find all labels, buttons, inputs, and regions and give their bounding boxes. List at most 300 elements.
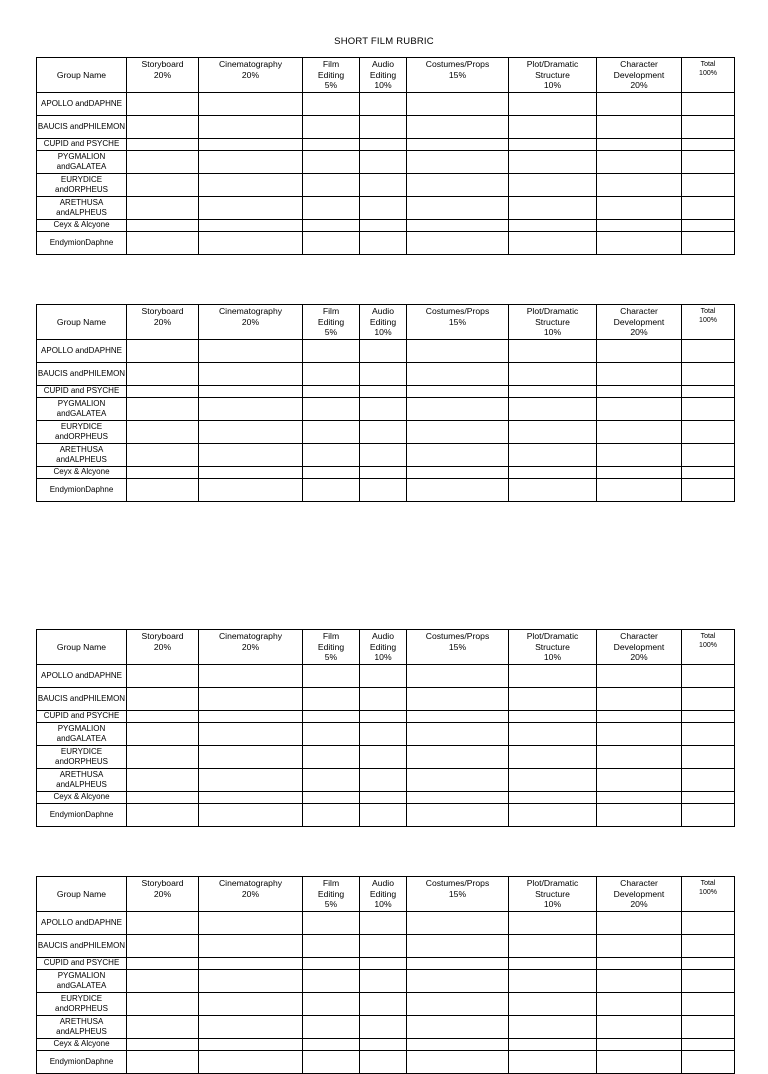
score-cell[interactable] xyxy=(127,723,199,746)
score-cell[interactable] xyxy=(682,665,735,688)
score-cell[interactable] xyxy=(509,151,597,174)
score-cell[interactable] xyxy=(127,970,199,993)
score-cell[interactable] xyxy=(509,197,597,220)
score-cell[interactable] xyxy=(509,232,597,255)
cell-text-line: Storyboard xyxy=(141,59,184,69)
score-cell[interactable] xyxy=(597,711,682,723)
score-cell[interactable] xyxy=(509,935,597,958)
score-cell[interactable] xyxy=(509,958,597,970)
score-cell[interactable] xyxy=(360,665,407,688)
score-cell[interactable] xyxy=(509,93,597,116)
score-cell[interactable] xyxy=(360,688,407,711)
cell-text-line: 20% xyxy=(630,80,648,91)
score-cell[interactable] xyxy=(682,935,735,958)
score-cell[interactable] xyxy=(199,197,303,220)
table-row xyxy=(37,151,735,174)
score-cell[interactable] xyxy=(127,804,199,827)
score-cell[interactable] xyxy=(127,363,199,386)
score-cell[interactable] xyxy=(199,398,303,421)
score-cell[interactable] xyxy=(303,935,360,958)
score-cell[interactable] xyxy=(127,174,199,197)
score-cell[interactable] xyxy=(199,220,303,232)
score-cell[interactable] xyxy=(360,340,407,363)
score-cell[interactable] xyxy=(303,386,360,398)
score-cell[interactable] xyxy=(682,197,735,220)
score-cell[interactable] xyxy=(127,711,199,723)
score-cell[interactable] xyxy=(360,386,407,398)
score-cell[interactable] xyxy=(597,340,682,363)
score-cell[interactable] xyxy=(199,444,303,467)
score-cell[interactable] xyxy=(127,993,199,1016)
score-cell[interactable] xyxy=(407,723,509,746)
score-cell[interactable] xyxy=(509,220,597,232)
score-cell[interactable] xyxy=(509,970,597,993)
score-cell[interactable] xyxy=(597,792,682,804)
score-cell[interactable] xyxy=(303,479,360,502)
score-cell[interactable] xyxy=(303,220,360,232)
score-cell[interactable] xyxy=(199,935,303,958)
score-cell[interactable] xyxy=(682,1016,735,1039)
score-cell[interactable] xyxy=(360,398,407,421)
score-cell[interactable] xyxy=(127,197,199,220)
score-cell[interactable] xyxy=(407,139,509,151)
score-cell[interactable] xyxy=(199,769,303,792)
score-cell[interactable] xyxy=(509,723,597,746)
score-cell[interactable] xyxy=(407,958,509,970)
score-cell[interactable] xyxy=(682,444,735,467)
cell-text-line: ALPHEUS xyxy=(69,1027,107,1036)
group-name-header: Group Name xyxy=(37,630,127,665)
score-cell[interactable] xyxy=(127,93,199,116)
score-cell[interactable] xyxy=(199,746,303,769)
score-cell[interactable] xyxy=(407,363,509,386)
score-cell[interactable] xyxy=(127,340,199,363)
score-cell[interactable] xyxy=(360,444,407,467)
score-cell[interactable] xyxy=(597,1051,682,1074)
score-cell[interactable] xyxy=(360,139,407,151)
score-cell[interactable] xyxy=(597,665,682,688)
score-cell[interactable] xyxy=(407,935,509,958)
score-cell[interactable] xyxy=(199,723,303,746)
cell-text-line: Character xyxy=(620,59,658,69)
score-cell[interactable] xyxy=(127,769,199,792)
score-cell[interactable] xyxy=(199,804,303,827)
score-cell[interactable] xyxy=(407,116,509,139)
score-cell[interactable] xyxy=(407,746,509,769)
score-cell[interactable] xyxy=(360,970,407,993)
score-cell[interactable] xyxy=(509,421,597,444)
score-cell[interactable] xyxy=(127,151,199,174)
score-cell[interactable] xyxy=(303,792,360,804)
score-cell[interactable] xyxy=(682,386,735,398)
score-cell[interactable] xyxy=(682,398,735,421)
score-cell[interactable] xyxy=(407,769,509,792)
score-cell[interactable] xyxy=(127,1051,199,1074)
score-cell[interactable] xyxy=(199,93,303,116)
score-cell[interactable] xyxy=(199,970,303,993)
score-cell[interactable] xyxy=(360,1039,407,1051)
score-cell[interactable] xyxy=(407,688,509,711)
criterion-header xyxy=(303,877,360,912)
score-cell[interactable] xyxy=(407,1051,509,1074)
score-cell[interactable] xyxy=(199,711,303,723)
score-cell[interactable] xyxy=(682,746,735,769)
cell-text-line: Editing xyxy=(369,316,397,327)
score-cell[interactable] xyxy=(682,804,735,827)
score-cell[interactable] xyxy=(127,421,199,444)
score-cell[interactable] xyxy=(597,444,682,467)
score-cell[interactable] xyxy=(303,197,360,220)
score-cell[interactable] xyxy=(407,340,509,363)
score-cell[interactable] xyxy=(127,398,199,421)
score-cell[interactable] xyxy=(597,970,682,993)
score-cell[interactable] xyxy=(682,1039,735,1051)
score-cell[interactable] xyxy=(199,1051,303,1074)
score-cell[interactable] xyxy=(509,398,597,421)
cell-text-line: Film xyxy=(322,631,340,641)
score-cell[interactable] xyxy=(199,912,303,935)
score-cell[interactable] xyxy=(127,444,199,467)
score-cell[interactable] xyxy=(303,398,360,421)
score-cell[interactable] xyxy=(360,174,407,197)
score-cell[interactable] xyxy=(597,912,682,935)
score-cell[interactable] xyxy=(509,174,597,197)
score-cell[interactable] xyxy=(199,479,303,502)
score-cell[interactable] xyxy=(597,688,682,711)
criterion-header xyxy=(127,877,199,912)
score-cell[interactable] xyxy=(509,688,597,711)
score-cell[interactable] xyxy=(509,804,597,827)
score-cell[interactable] xyxy=(597,174,682,197)
score-cell[interactable] xyxy=(597,769,682,792)
score-cell[interactable] xyxy=(127,912,199,935)
score-cell[interactable] xyxy=(407,467,509,479)
score-cell[interactable] xyxy=(682,151,735,174)
score-cell[interactable] xyxy=(127,467,199,479)
score-cell[interactable] xyxy=(127,139,199,151)
score-cell[interactable] xyxy=(360,912,407,935)
cell-text-line: 20% xyxy=(153,888,172,899)
cell-text-line: GALATEA xyxy=(70,409,107,418)
score-cell[interactable] xyxy=(199,958,303,970)
score-cell[interactable] xyxy=(509,467,597,479)
score-cell[interactable] xyxy=(597,1039,682,1051)
score-cell[interactable] xyxy=(407,93,509,116)
score-cell[interactable] xyxy=(509,479,597,502)
cell-text-line: APOLLO and xyxy=(41,670,89,680)
score-cell[interactable] xyxy=(127,116,199,139)
score-cell[interactable] xyxy=(509,1016,597,1039)
score-cell[interactable] xyxy=(407,970,509,993)
score-cell[interactable] xyxy=(199,363,303,386)
score-cell[interactable] xyxy=(360,723,407,746)
score-cell[interactable] xyxy=(407,398,509,421)
score-cell[interactable] xyxy=(360,746,407,769)
score-cell[interactable] xyxy=(407,665,509,688)
score-cell[interactable] xyxy=(509,711,597,723)
score-cell[interactable] xyxy=(407,197,509,220)
cell-text-line: Ceyx & Alcyone xyxy=(53,220,110,230)
score-cell[interactable] xyxy=(360,421,407,444)
score-cell[interactable] xyxy=(303,340,360,363)
cell-text-line: ORPHEUS xyxy=(68,185,108,194)
header-row xyxy=(37,58,735,93)
score-cell[interactable] xyxy=(127,1039,199,1051)
score-cell[interactable] xyxy=(682,970,735,993)
group-name-cell xyxy=(37,340,127,363)
criterion-header xyxy=(407,305,509,340)
criterion-header xyxy=(199,877,303,912)
score-cell[interactable] xyxy=(360,197,407,220)
score-cell[interactable] xyxy=(360,232,407,255)
score-cell[interactable] xyxy=(597,993,682,1016)
score-cell[interactable] xyxy=(597,232,682,255)
score-cell[interactable] xyxy=(682,912,735,935)
score-cell[interactable] xyxy=(303,723,360,746)
score-cell[interactable] xyxy=(597,421,682,444)
score-cell[interactable] xyxy=(407,479,509,502)
score-cell[interactable] xyxy=(199,688,303,711)
score-cell[interactable] xyxy=(199,174,303,197)
score-cell[interactable] xyxy=(407,220,509,232)
cell-text-line: Development xyxy=(613,69,665,80)
score-cell[interactable] xyxy=(597,804,682,827)
score-cell[interactable] xyxy=(509,444,597,467)
score-cell[interactable] xyxy=(682,93,735,116)
score-cell[interactable] xyxy=(303,444,360,467)
score-cell[interactable] xyxy=(509,912,597,935)
score-cell[interactable] xyxy=(303,232,360,255)
score-cell[interactable] xyxy=(597,151,682,174)
table-row xyxy=(37,479,735,502)
score-cell[interactable] xyxy=(509,993,597,1016)
score-cell[interactable] xyxy=(360,993,407,1016)
score-cell[interactable] xyxy=(682,711,735,723)
criterion-header xyxy=(597,630,682,665)
score-cell[interactable] xyxy=(597,220,682,232)
score-cell[interactable] xyxy=(509,665,597,688)
cell-text-line: 20% xyxy=(630,327,648,338)
score-cell[interactable] xyxy=(509,746,597,769)
cell-text-line: Plot/Dramatic xyxy=(526,631,579,641)
score-cell[interactable] xyxy=(407,232,509,255)
score-cell[interactable] xyxy=(360,1051,407,1074)
score-cell[interactable] xyxy=(682,479,735,502)
score-cell[interactable] xyxy=(360,93,407,116)
score-cell[interactable] xyxy=(682,363,735,386)
score-cell[interactable] xyxy=(199,386,303,398)
score-cell[interactable] xyxy=(303,1016,360,1039)
score-cell[interactable] xyxy=(199,116,303,139)
score-cell[interactable] xyxy=(127,746,199,769)
score-cell[interactable] xyxy=(597,1016,682,1039)
cell-text-line: Audio xyxy=(372,878,394,888)
score-cell[interactable] xyxy=(199,139,303,151)
score-cell[interactable] xyxy=(303,711,360,723)
score-cell[interactable] xyxy=(360,935,407,958)
score-cell[interactable] xyxy=(360,804,407,827)
score-cell[interactable] xyxy=(682,688,735,711)
score-cell[interactable] xyxy=(597,116,682,139)
score-cell[interactable] xyxy=(199,993,303,1016)
score-cell[interactable] xyxy=(682,340,735,363)
score-cell[interactable] xyxy=(597,398,682,421)
score-cell[interactable] xyxy=(509,340,597,363)
cell-text-line: Editing xyxy=(369,641,397,652)
score-cell[interactable] xyxy=(303,139,360,151)
score-cell[interactable] xyxy=(127,1016,199,1039)
score-cell[interactable] xyxy=(127,220,199,232)
group-name-cell xyxy=(37,139,127,151)
score-cell[interactable] xyxy=(682,769,735,792)
score-cell[interactable] xyxy=(407,912,509,935)
cell-text-line: APOLLO and xyxy=(41,917,89,927)
score-cell[interactable] xyxy=(407,386,509,398)
score-cell[interactable] xyxy=(597,479,682,502)
score-cell[interactable] xyxy=(127,792,199,804)
cell-text-line: Cinematography xyxy=(218,306,283,316)
table-row xyxy=(37,1051,735,1074)
score-cell[interactable] xyxy=(360,792,407,804)
score-cell[interactable] xyxy=(127,665,199,688)
score-cell[interactable] xyxy=(407,711,509,723)
score-cell[interactable] xyxy=(407,444,509,467)
score-cell[interactable] xyxy=(199,792,303,804)
score-cell[interactable] xyxy=(303,769,360,792)
score-cell[interactable] xyxy=(303,421,360,444)
score-cell[interactable] xyxy=(509,792,597,804)
group-name-cell xyxy=(37,792,127,804)
cell-text-line: DAPHNE xyxy=(88,670,122,680)
cell-text-line: Costumes/Props xyxy=(425,59,490,69)
score-cell[interactable] xyxy=(360,220,407,232)
score-cell[interactable] xyxy=(407,804,509,827)
score-cell[interactable] xyxy=(682,116,735,139)
score-cell[interactable] xyxy=(360,363,407,386)
score-cell[interactable] xyxy=(303,804,360,827)
score-cell[interactable] xyxy=(127,232,199,255)
cell-text-line: Daphne xyxy=(85,809,114,819)
score-cell[interactable] xyxy=(509,1039,597,1051)
score-cell[interactable] xyxy=(682,1051,735,1074)
score-cell[interactable] xyxy=(303,467,360,479)
score-cell[interactable] xyxy=(199,1039,303,1051)
score-cell[interactable] xyxy=(360,467,407,479)
score-cell[interactable] xyxy=(407,151,509,174)
group-name-cell xyxy=(37,363,127,386)
score-cell[interactable] xyxy=(509,769,597,792)
score-cell[interactable] xyxy=(682,174,735,197)
score-cell[interactable] xyxy=(597,363,682,386)
score-cell[interactable] xyxy=(360,479,407,502)
score-cell[interactable] xyxy=(597,386,682,398)
score-cell[interactable] xyxy=(407,1016,509,1039)
score-cell[interactable] xyxy=(360,151,407,174)
group-name-cell xyxy=(37,444,127,467)
score-cell[interactable] xyxy=(360,1016,407,1039)
score-cell[interactable] xyxy=(199,421,303,444)
score-cell[interactable] xyxy=(360,711,407,723)
group-name-cell xyxy=(37,935,127,958)
score-cell[interactable] xyxy=(597,723,682,746)
score-cell[interactable] xyxy=(303,151,360,174)
score-cell[interactable] xyxy=(303,970,360,993)
score-cell[interactable] xyxy=(597,197,682,220)
table-row xyxy=(37,93,735,116)
score-cell[interactable] xyxy=(127,688,199,711)
score-cell[interactable] xyxy=(682,993,735,1016)
score-cell[interactable] xyxy=(407,993,509,1016)
score-cell[interactable] xyxy=(509,386,597,398)
score-cell[interactable] xyxy=(303,174,360,197)
score-cell[interactable] xyxy=(127,958,199,970)
score-cell[interactable] xyxy=(303,116,360,139)
score-cell[interactable] xyxy=(682,958,735,970)
score-cell[interactable] xyxy=(303,688,360,711)
score-cell[interactable] xyxy=(303,912,360,935)
cell-text-line: 20% xyxy=(241,316,260,327)
score-cell[interactable] xyxy=(360,958,407,970)
cell-text-line: 15% xyxy=(448,316,467,327)
score-cell[interactable] xyxy=(303,363,360,386)
score-cell[interactable] xyxy=(597,467,682,479)
criterion-header xyxy=(597,58,682,93)
score-cell[interactable] xyxy=(303,665,360,688)
score-cell[interactable] xyxy=(682,220,735,232)
score-cell[interactable] xyxy=(407,1039,509,1051)
score-cell[interactable] xyxy=(199,340,303,363)
score-cell[interactable] xyxy=(682,139,735,151)
score-cell[interactable] xyxy=(127,479,199,502)
score-cell[interactable] xyxy=(407,792,509,804)
score-cell[interactable] xyxy=(682,467,735,479)
score-cell[interactable] xyxy=(303,958,360,970)
score-cell[interactable] xyxy=(199,151,303,174)
score-cell[interactable] xyxy=(303,1051,360,1074)
score-cell[interactable] xyxy=(682,792,735,804)
score-cell[interactable] xyxy=(682,723,735,746)
score-cell[interactable] xyxy=(303,993,360,1016)
score-cell[interactable] xyxy=(509,363,597,386)
score-cell[interactable] xyxy=(199,467,303,479)
score-cell[interactable] xyxy=(509,116,597,139)
score-cell[interactable] xyxy=(509,1051,597,1074)
cell-text-line: ALPHEUS xyxy=(69,780,107,789)
score-cell[interactable] xyxy=(303,746,360,769)
score-cell[interactable] xyxy=(509,139,597,151)
score-cell[interactable] xyxy=(407,421,509,444)
score-cell[interactable] xyxy=(303,93,360,116)
score-cell[interactable] xyxy=(199,1016,303,1039)
score-cell[interactable] xyxy=(597,746,682,769)
score-cell[interactable] xyxy=(597,958,682,970)
criterion-header xyxy=(407,877,509,912)
score-cell[interactable] xyxy=(407,174,509,197)
score-cell[interactable] xyxy=(682,421,735,444)
score-cell[interactable] xyxy=(360,116,407,139)
score-cell[interactable] xyxy=(597,93,682,116)
score-cell[interactable] xyxy=(199,665,303,688)
score-cell[interactable] xyxy=(127,386,199,398)
score-cell[interactable] xyxy=(682,232,735,255)
score-cell[interactable] xyxy=(303,1039,360,1051)
score-cell[interactable] xyxy=(360,769,407,792)
cell-text-line: Editing xyxy=(369,888,397,899)
score-cell[interactable] xyxy=(199,232,303,255)
score-cell[interactable] xyxy=(597,139,682,151)
score-cell[interactable] xyxy=(127,935,199,958)
score-cell[interactable] xyxy=(597,935,682,958)
